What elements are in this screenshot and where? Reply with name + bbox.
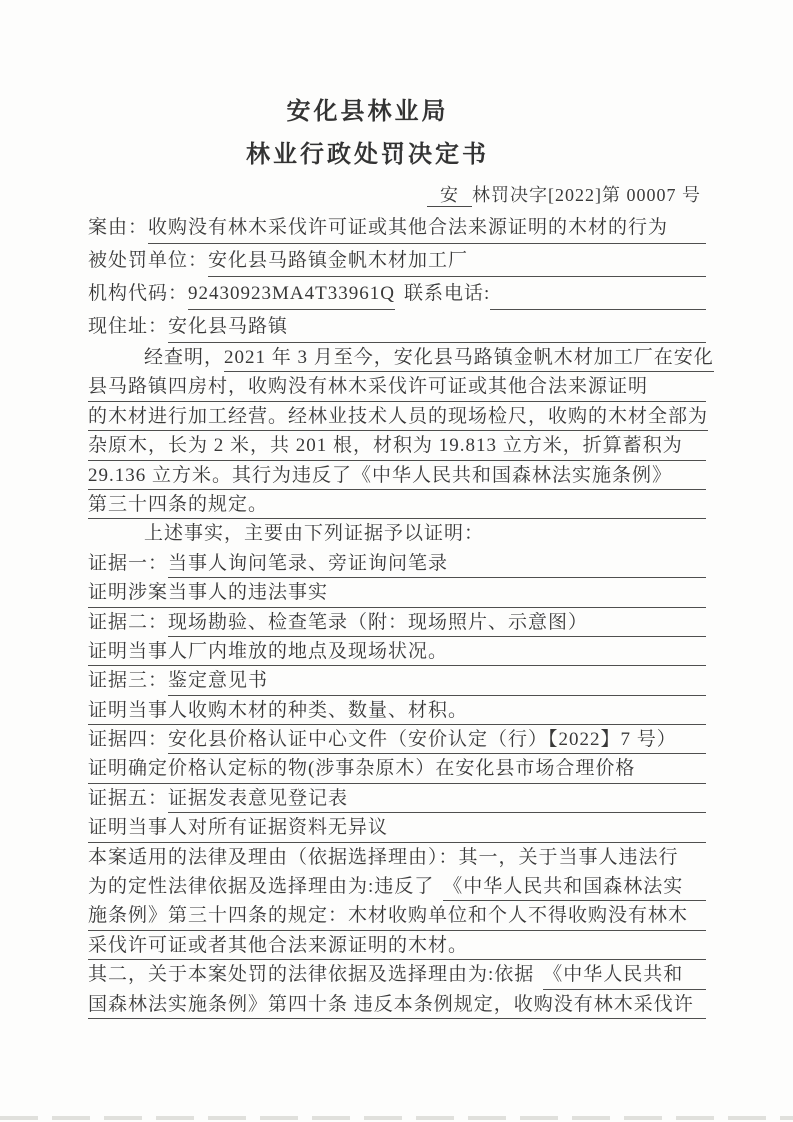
findings-text: 县马路镇四房村，收购没有林木采伐许可证或其他合法来源证明	[88, 372, 648, 401]
legal-reason1-line-1	[88, 843, 706, 872]
blank-underline	[588, 608, 706, 637]
findings-line-5	[88, 461, 706, 490]
legal-reason2-line-1	[88, 960, 706, 989]
penalized-unit-label: 被处罚单位：	[88, 250, 209, 271]
blank-underline	[490, 277, 706, 310]
findings-text: 杂原木，长为 2 米，共 201 根，材积为 19.813 立方米，折算蓄积为	[88, 431, 683, 460]
evidence-item-2-proof	[88, 637, 706, 666]
evidence-label: 证据二：	[88, 611, 169, 633]
findings-line-1	[88, 343, 714, 372]
findings-text: 2021 年 3 月至今，安化县马路镇金帆木材加工厂在安化	[224, 343, 714, 372]
findings-line-2	[88, 372, 706, 401]
blank-underline	[683, 431, 706, 460]
blank-underline	[468, 244, 706, 277]
address-label: 现住址：	[88, 316, 169, 337]
blank-underline	[683, 960, 706, 989]
blank-underline	[288, 310, 706, 343]
blank-underline	[348, 784, 706, 813]
legal-cited-text: 采伐许可证或者其他合法来源证明的木材。	[88, 931, 468, 960]
blank-underline	[268, 666, 706, 695]
findings-lead: 经查明，	[144, 347, 225, 368]
evidence-proof-text: 证明当事人收购木材的种类、数量、材积。	[88, 696, 468, 725]
blank-underline	[672, 461, 706, 490]
document-body	[88, 211, 714, 1019]
findings-line-4	[88, 431, 706, 460]
evidence-item-1	[88, 549, 706, 578]
evidence-label: 证据四：	[88, 729, 169, 751]
penalized-unit-value: 安化县马路镇金帆木材加工厂	[208, 244, 468, 277]
blank-underline	[677, 725, 706, 754]
findings-text: 第三十四条的规定。	[88, 490, 268, 519]
field-case-reason	[88, 211, 706, 244]
evidence-label: 证据五：	[88, 787, 169, 809]
agency-title: 安化县林业局	[286, 99, 449, 125]
blank-underline	[448, 637, 706, 666]
findings-text: 的木材进行加工经营。经林业技术人员的现场检尺，收购的木材全部为	[88, 402, 708, 431]
findings-line-3	[88, 402, 709, 431]
address-value: 安化县马路镇	[168, 310, 288, 343]
evidence-item-3	[88, 666, 706, 695]
blank-underline	[694, 990, 706, 1019]
blank-underline	[468, 931, 706, 960]
legal-reason2-line-2	[88, 990, 706, 1019]
doc-number-text: 林罚决字[2022]第 00007 号	[472, 185, 701, 205]
evidence-item-5	[88, 784, 706, 813]
evidence-value: 安化县价格认证中心文件（安价认定（行）【2022】7 号）	[168, 725, 677, 754]
doc-number-region-blank: 安	[427, 184, 472, 207]
blank-underline	[448, 549, 706, 578]
legal-reason1-line-4	[88, 931, 706, 960]
evidence-item-1-proof	[88, 578, 706, 607]
legal-text: 本案适用的法律及理由（依据选择理由）：其一，关于当事人违法行	[88, 846, 679, 868]
legal-reason1-line-3	[88, 901, 706, 930]
legal-cited-text: 《中华人民共和国森林法实	[443, 872, 683, 901]
field-org-code-and-phone	[88, 277, 706, 310]
evidence-label: 证据一：	[88, 552, 169, 574]
evidence-item-3-proof	[88, 696, 706, 725]
legal-cited-text: 国森林法实施条例》第四十条 违反本条例规定，收购没有林木采伐许	[88, 990, 694, 1019]
blank-underline	[268, 490, 706, 519]
phone-label: 联系电话:	[403, 283, 491, 304]
evidence-item-4	[88, 725, 706, 754]
evidence-item-2	[88, 608, 706, 637]
evidence-value: 证据发表意见登记表	[168, 784, 348, 813]
blank-underline	[328, 578, 706, 607]
evidence-proof-text: 证明涉案当事人的违法事实	[88, 578, 328, 607]
evidence-value: 现场勘验、检查笔录（附：现场照片、示意图）	[168, 608, 588, 637]
scan-bottom-edge-artifact	[0, 1116, 793, 1120]
evidence-item-4-proof	[88, 754, 706, 783]
evidence-value: 鉴定意见书	[168, 666, 268, 695]
blank-underline	[683, 872, 706, 901]
evidence-proof-text: 证明当事人对所有证据资料无异议	[88, 813, 388, 842]
evidence-value: 当事人询问笔录、旁证询问笔录	[168, 549, 448, 578]
evidence-proof-text: 证明确定价格认定标的物(涉事杂原木）在安化县市场合理价格	[88, 754, 635, 783]
evidence-intro-text: 上述事实，主要由下列证据予以证明：	[144, 523, 485, 545]
findings-text: 29.136 立方米。其行为违反了《中华人民共和国森林法实施条例》	[88, 461, 672, 490]
blank-underline	[668, 211, 706, 244]
legal-text: 为的定性法律依据及选择理由为:违反了	[88, 876, 435, 898]
blank-underline	[648, 372, 706, 401]
evidence-item-5-proof	[88, 813, 706, 842]
evidence-label: 证据三：	[88, 670, 169, 692]
evidence-intro	[88, 519, 706, 548]
evidence-proof-text: 证明当事人厂内堆放的地点及现场状况。	[88, 637, 448, 666]
legal-reason1-line-2	[88, 872, 706, 901]
case-reason-label: 案由：	[88, 217, 149, 238]
org-code-label: 机构代码：	[88, 283, 189, 304]
legal-cited-text: 《中华人民共和	[543, 960, 683, 989]
blank-underline	[468, 696, 706, 725]
legal-text: 其二，关于本案处罚的法律依据及选择理由为:依据	[88, 964, 535, 986]
document-header	[0, 0, 793, 169]
document-number	[0, 184, 793, 207]
field-penalized-unit	[88, 244, 706, 277]
blank-underline	[388, 813, 706, 842]
blank-underline	[635, 754, 706, 783]
legal-cited-text: 施条例》第三十四条的规定：木材收购单位和个人不得收购没有林木	[88, 901, 688, 930]
case-reason-value: 收购没有林木采伐许可证或其他合法来源证明的木材的行为	[148, 211, 668, 244]
findings-line-6	[88, 490, 706, 519]
field-address	[88, 310, 706, 343]
blank-underline	[688, 901, 706, 930]
org-code-value: 92430923MA4T33961Q	[188, 277, 395, 310]
document-type-title: 林业行政处罚决定书	[246, 142, 489, 168]
